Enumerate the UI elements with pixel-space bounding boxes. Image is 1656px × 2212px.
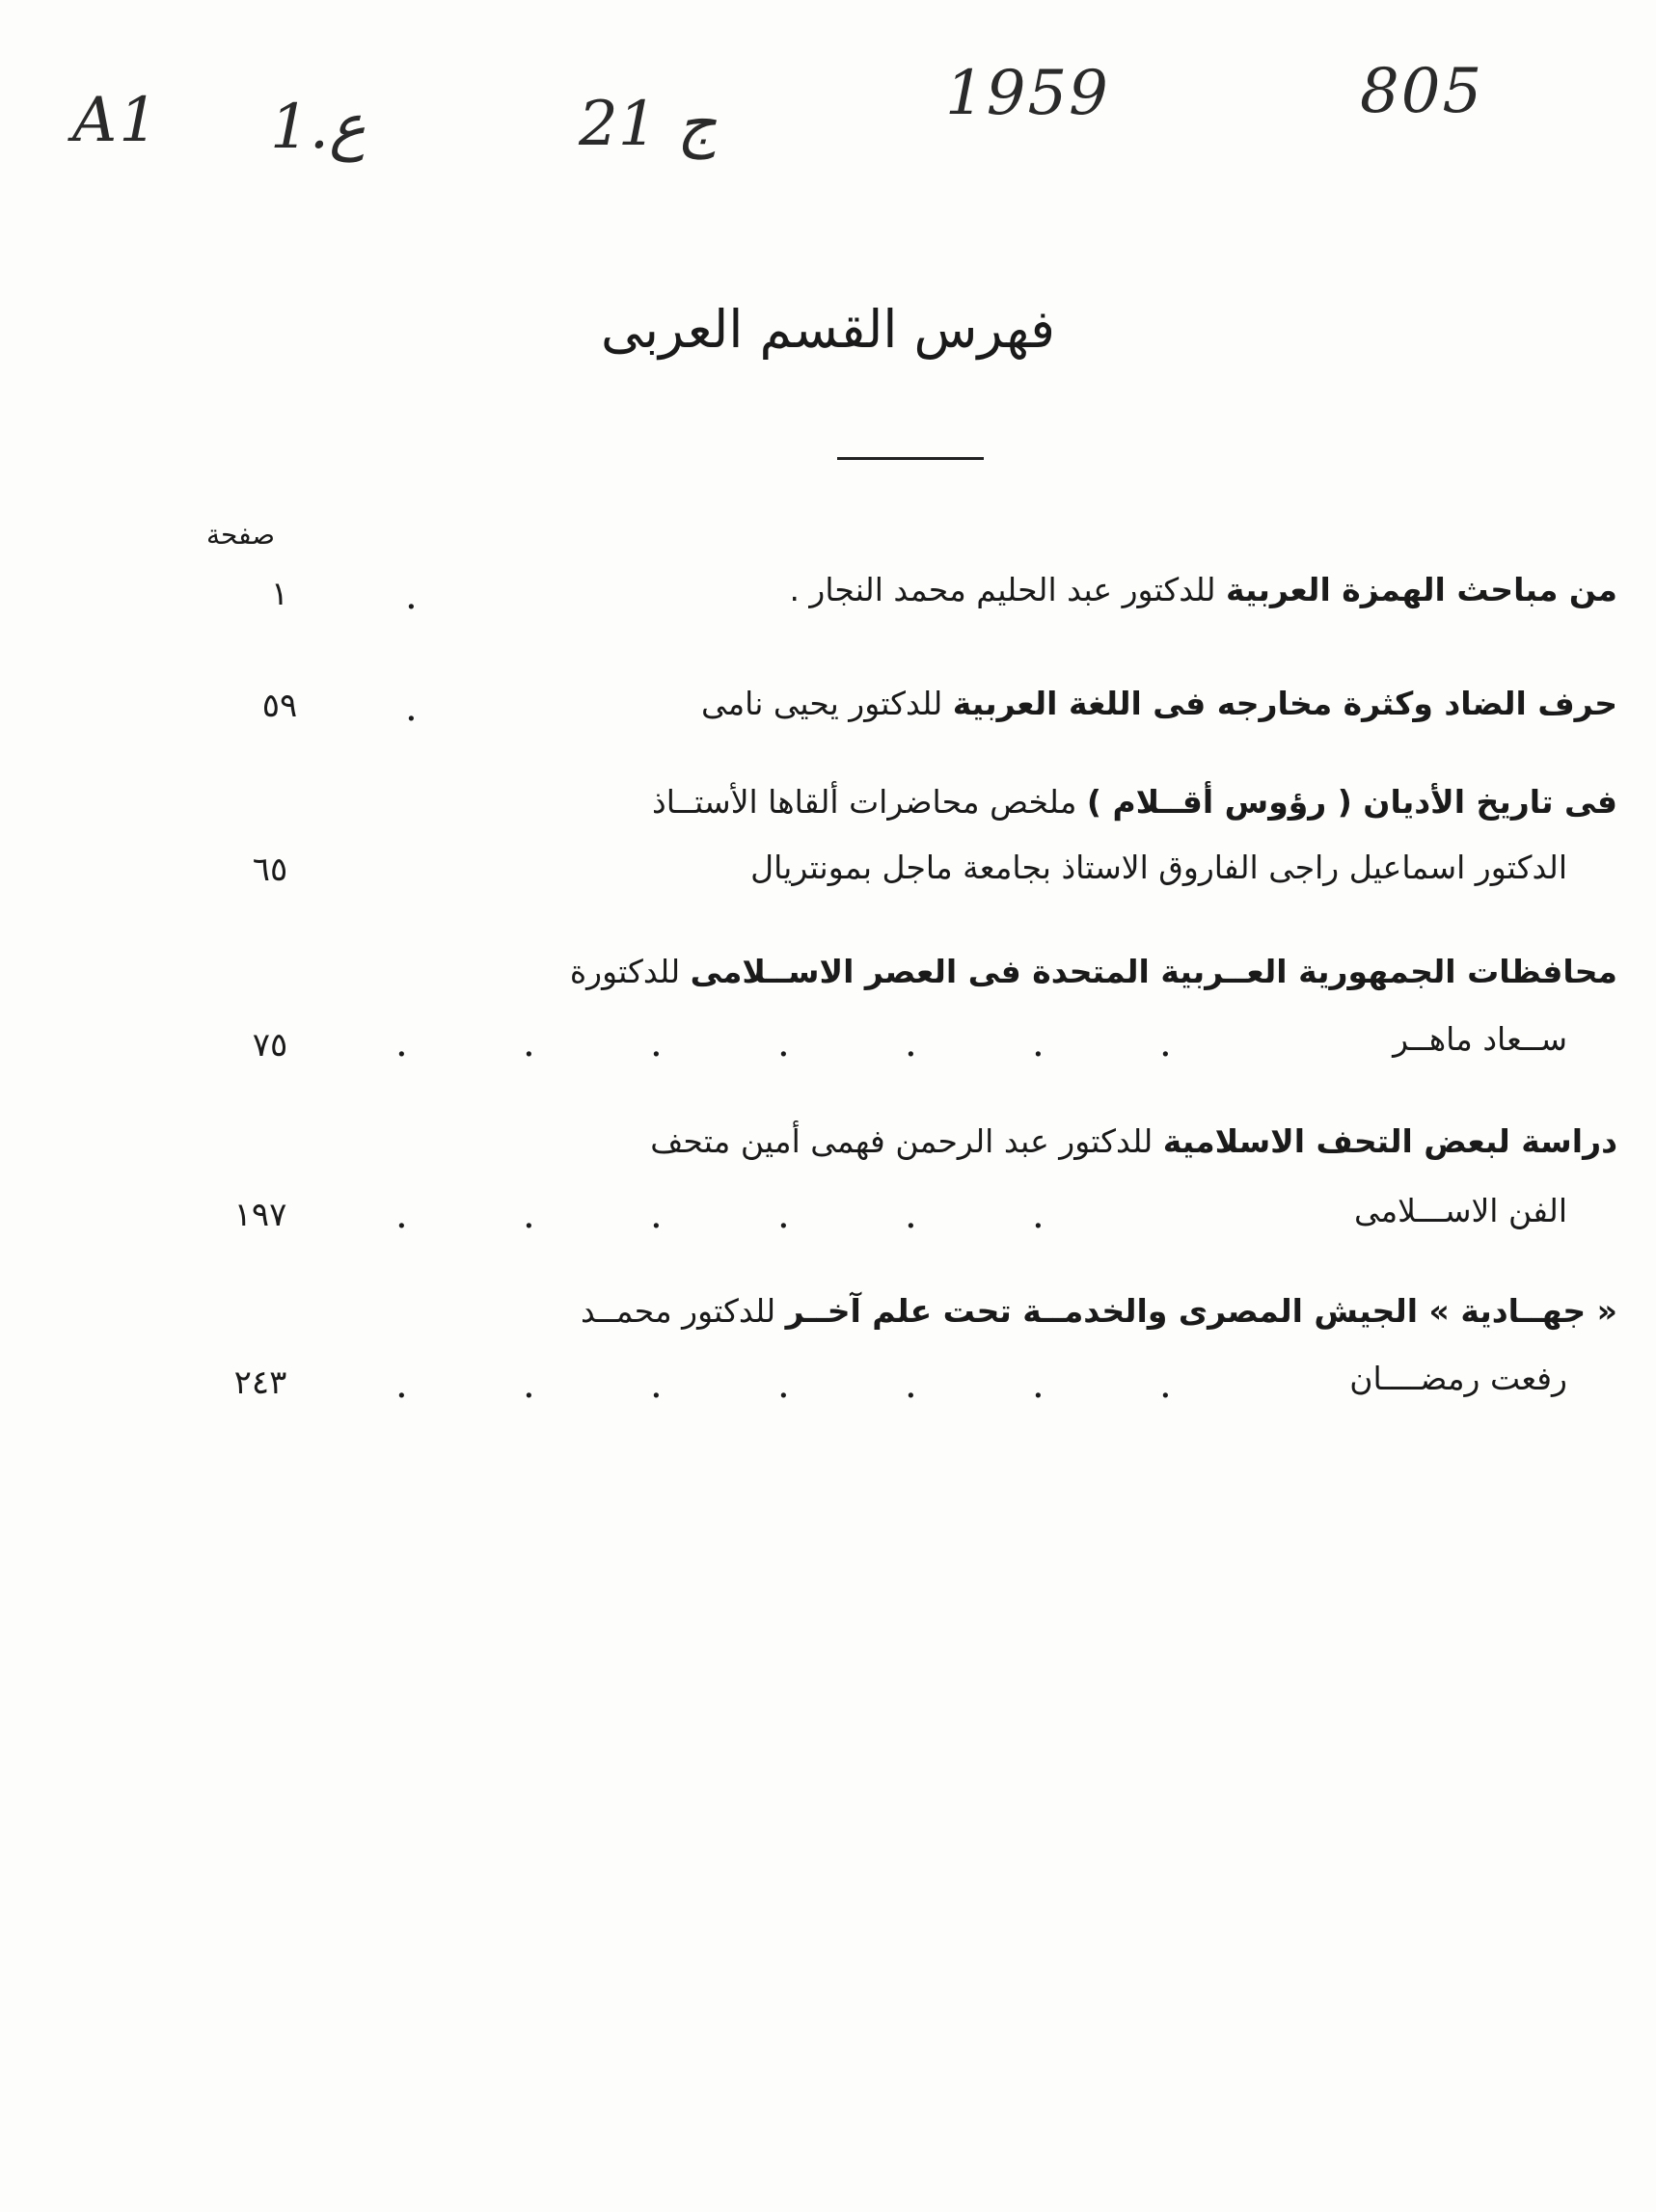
entry-author: للدكتور يحيى نامى: [700, 685, 953, 722]
leader-dots: .: [405, 686, 418, 730]
handwritten-note-part: 805: [1360, 56, 1484, 127]
toc-entry-line: [581, 1292, 1617, 1330]
toc-entry-continuation: ســعاد ماهــر: [1393, 1020, 1567, 1058]
leader-dots: . . . . . . .: [395, 1021, 1172, 1066]
leader-dots: . . . . . .: [395, 1193, 1045, 1237]
entry-author: ملخص محاضرات ألقاها الأستــاذ: [652, 783, 1087, 821]
handwritten-note-part: A1: [72, 85, 160, 156]
page-number: ٦٥: [252, 850, 288, 889]
entry-title: فى تاريخ الأديان ( رؤوس أقــلام ): [1086, 783, 1617, 821]
toc-entry-line: [650, 1122, 1617, 1160]
toc-entry-line: [789, 571, 1617, 608]
entry-title: حرف الضاد وكثرة مخارجه فى اللغة العربية: [952, 685, 1617, 722]
handwritten-note-part: 1959: [945, 58, 1110, 129]
page-number: ٢٤٣: [233, 1363, 287, 1402]
page-number: ٥٩: [261, 687, 298, 725]
leader-dots: .: [405, 574, 418, 618]
page-number: ١: [270, 575, 289, 613]
entry-title: محافظات الجمهورية العــربية المتحدة فى العصر الاســلامى: [690, 953, 1617, 990]
toc-entry-continuation: الدكتور اسماعيل راجى الفاروق الاستاذ بجامعة ماجل بمونتريال: [750, 849, 1567, 886]
toc-entry-continuation: رفعت رمضــــان: [1349, 1360, 1567, 1397]
leader-dots: . . . . . . .: [395, 1362, 1172, 1407]
toc-entry-continuation: الفن الاســـلامى: [1353, 1192, 1567, 1229]
page-title: فهرس القسم العربى: [601, 299, 1055, 360]
entry-author: للدكتورة: [569, 953, 691, 990]
handwritten-note-part: 1.ع: [270, 92, 366, 163]
entry-author: للدكتور محمــد: [580, 1292, 786, 1330]
title-divider: [837, 457, 984, 460]
page-number: ١٩٧: [233, 1196, 287, 1234]
toc-entry-line: [701, 685, 1617, 722]
page-number: ٧٥: [252, 1026, 288, 1065]
toc-entry-line: [570, 953, 1617, 990]
handwritten-note-part: 21 ج: [579, 89, 718, 160]
entry-title: دراسة لبعض التحف الاسلامية: [1162, 1122, 1617, 1160]
toc-entry-line: [652, 783, 1617, 821]
entry-title: « جهــادية » الجيش المصرى والخدمــة تحت علم آخــر: [785, 1292, 1617, 1330]
entry-title: من مباحث الهمزة العربية: [1226, 571, 1617, 608]
page-column-label: صفحة: [206, 519, 276, 551]
entry-author: للدكتور عبد الرحمن فهمى أمين متحف: [650, 1122, 1163, 1160]
entry-author: للدكتور عبد الحليم محمد النجار .: [789, 571, 1227, 608]
